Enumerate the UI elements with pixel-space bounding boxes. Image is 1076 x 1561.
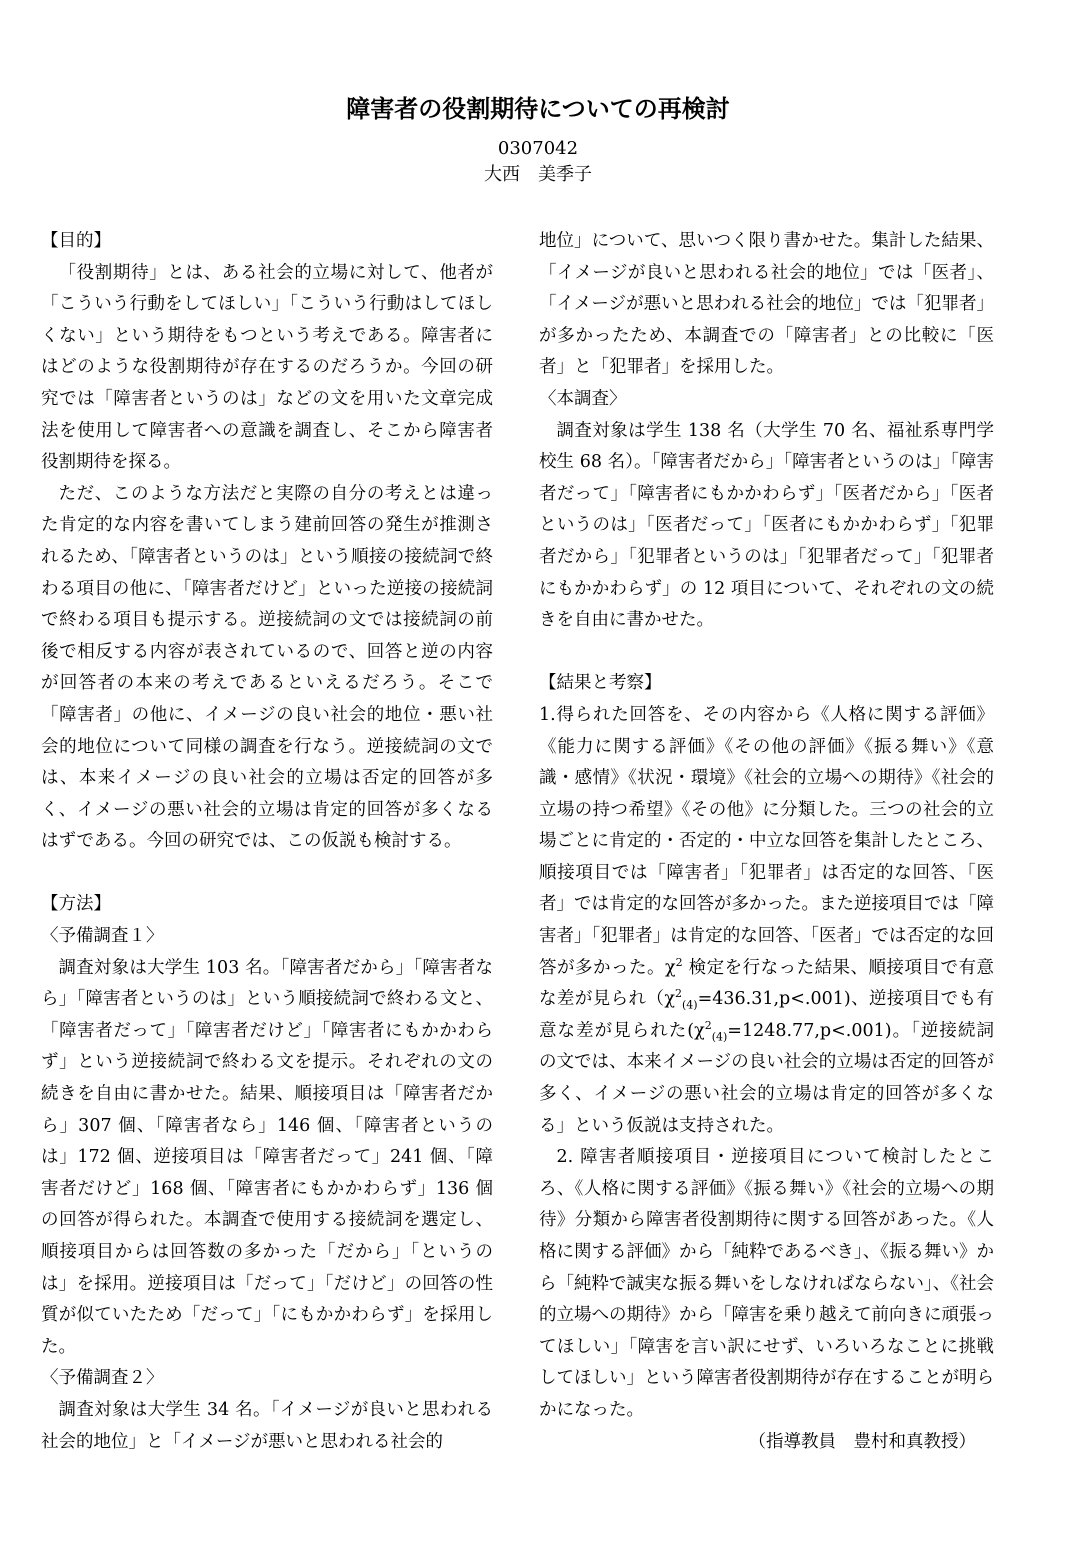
preliminary-survey-2-paragraph: 調査対象は大学生 34 名。「イメージが良いと思われる社会的地位」と「イメージが悪いと思われる社会的 bbox=[41, 1399, 493, 1452]
paper-title: 障害者の役割期待についての再検討 bbox=[346, 94, 730, 123]
degrees-of-freedom-1: (4) bbox=[681, 998, 698, 1012]
student-id: 0307042 bbox=[497, 138, 579, 159]
chi-square-superscript: 2 bbox=[675, 955, 683, 969]
results-1-part-c: =436.31,p<.001)、逆接項目でも有意な差が見られた(χ bbox=[539, 989, 994, 1041]
purpose-paragraph-1: 「役割期待」とは、ある社会的立場に対して、他者が「こういう行動をしてほしい」「こういう行動はしてほしくない」という期待をもつという考えである。障害者にはどのような役割期待が存在するのだろうか。今回の研究では「障害者というのは」などの文を用いた文章完成法を使用して障害者への意識を調査し、そこから障害者役割期待を探る。 bbox=[41, 262, 493, 473]
preliminary-survey-2-heading: 〈予備調査２〉 bbox=[41, 1368, 164, 1389]
main-survey-paragraph: 調査対象は学生 138 名（大学生 70 名、福祉系専門学校生 68 名）。「障害者だから」「障害者というのは」「障害者だって」「障害者にもかかわらず」「医者だから」「医者というのは」「医者だって」「医者にもかかわらず」「犯罪者だから」「犯罪者というのは」「犯罪者だって」「犯罪者にもかかわらず」の 12 項目について、それぞれの文の続きを自由に書かせた。 bbox=[539, 420, 994, 631]
results-paragraph-2: 2. 障害者順接項目・逆接項目について検討したところ、《人格に関する評価》《振る舞い》《社会的立場への期待》分類から障害者役割期待に関する回答があった。《人格に関する評価》から「純粋であるべき」、《振る舞い》から「純粋で誠実な振る舞いをしなければならない」、《社会的立場への期待》から「障害を乗り越えて前向きに頑張ってほしい」「障害を言い訳にせず、いろいろなことに挑戦してほしい」という障害者役割期待が存在することが明らかになった。 bbox=[539, 1147, 994, 1420]
advisor-credit: （指導教員 豊村和真教授） bbox=[748, 1431, 976, 1452]
results-1-part-d: =1248.77,p<.001)。「逆接続詞の文では、本来イメージの良い社会的立場は否定的回答が多く、イメージの悪い社会的立場は肯定的回答が多くなる」という仮説は支持された。 bbox=[539, 1020, 994, 1136]
results-1-part-a: 1.得られた回答を、その内容から《人格に関する評価》《能力に関する評価》《その他の評価》《振る舞い》《意識・感情》《状況・環境》《社会的立場への期待》《社会的立場の持つ希望》《その他》に分類した。三つの社会的立場ごとに肯定的・否定的・中立な回答を集計したところ、順接項目では「障害者」「犯罪者」は否定的な回答、「医者」では肯定的な回答が多かった。また逆接項目では「障害者」「犯罪者」は肯定的な回答、「医者」では否定的な回答が多かった。χ bbox=[539, 704, 994, 978]
preliminary-survey-1-paragraph: 調査対象は大学生 103 名。「障害者だから」「障害者なら」「障害者というのは」という順接続詞で終わる文と、「障害者だって」「障害者だけど」「障害者にもかかわらず」という逆接続詞で終わる文を提示。それぞれの文の続きを自由に書かせた。結果、順接項目は「障害者だから」307 個、「障害者なら」146 個、「障害者というのは」172 個、逆接項目は「障害者だって」241 個、「障害者だけど」168 個、「障害者にもかかわらず」136 個の回答が得られた。本調査で使用する接続詞を選定し、順接項目からは回答数の多かった「だから」「というのは」を採用。逆接項目は「だって」「だけど」の回答の性質が似ていたため「だって」「にもかかわらず」を採用した。 bbox=[41, 957, 493, 1357]
main-survey-heading: 〈本調査〉 bbox=[539, 388, 627, 409]
method-heading: 【方法】 bbox=[41, 894, 111, 915]
right-column bbox=[539, 226, 994, 1458]
results-1-part-b: 検定を行なった結果、順接項目で有意な差が見られ（χ bbox=[539, 957, 994, 1010]
purpose-paragraph-2: ただ、このような方法だと実際の自分の考えとは違った肯定的な内容を書いてしまう建前回答の発生が推測されるため、「障害者というのは」という順接の接続詞で終わる項目の他に、「障害者だけど」といった逆接の接続詞で終わる項目も提示する。逆接続詞の文では接続詞の前後で相反する内容が表されているので、回答と逆の内容が回答者の本来の考えであるといえるだろう。そこで「障害者」の他に、イメージの良い社会的地位・悪い社会的地位について同様の調査を行なう。逆接続詞の文では、本来イメージの良い社会的立場は否定的回答が多く、イメージの悪い社会的立場は肯定的回答が多くなるはずである。今回の研究では、この仮説も検討する。 bbox=[41, 483, 493, 852]
preliminary-survey-2-continued: 地位」について、思いつく限り書かせた。集計した結果、「イメージが良いと思われる社会的地位」では「医者」、「イメージが悪いと思われる社会的地位」では「犯罪者」が多かったため、本調査での「障害者」との比較に「医者」と「犯罪者」を採用した。 bbox=[539, 231, 994, 378]
chi-square-superscript-3: 2 bbox=[704, 1019, 712, 1033]
results-heading: 【結果と考察】 bbox=[539, 673, 662, 694]
purpose-heading: 【目的】 bbox=[41, 231, 111, 251]
chi-square-superscript-2: 2 bbox=[674, 987, 682, 1001]
results-paragraph-1 bbox=[539, 700, 994, 1142]
left-column bbox=[41, 226, 493, 1458]
author-name: 大西 美季子 bbox=[484, 164, 592, 185]
preliminary-survey-1-heading: 〈予備調査１〉 bbox=[41, 926, 164, 947]
paper-header bbox=[0, 92, 1076, 188]
degrees-of-freedom-2: (4) bbox=[711, 1030, 728, 1044]
